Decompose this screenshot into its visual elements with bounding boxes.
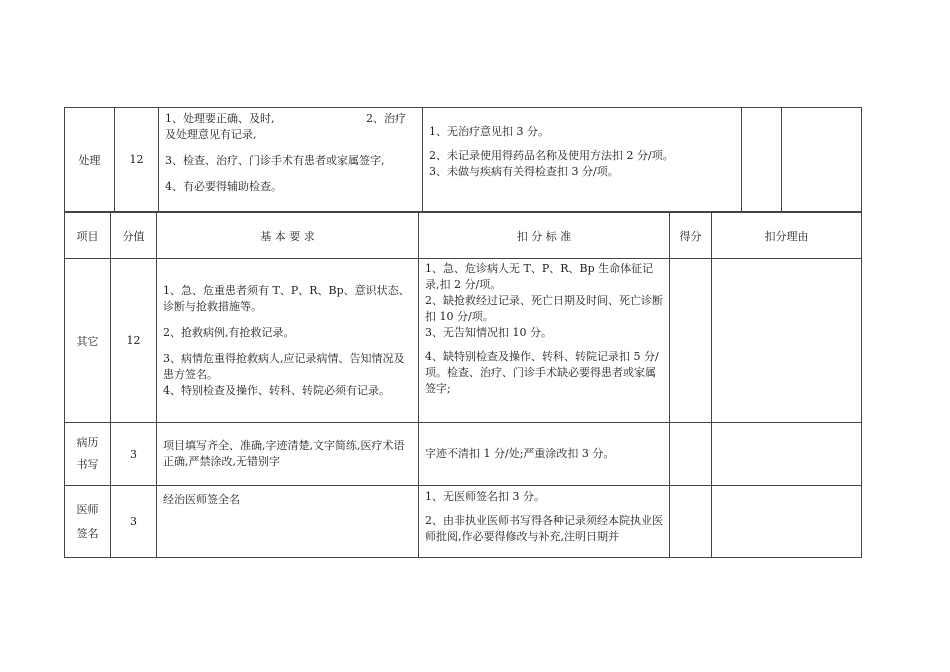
item-line: 病历	[76, 436, 99, 449]
requirement-line: 3、病情危重得抢救病人,应记录病情、告知情况及患方签名。	[163, 351, 405, 381]
deduction-line: 3、无告知情况扣 10 分。	[425, 326, 552, 339]
item-cell	[65, 486, 111, 558]
got-score-cell	[742, 108, 782, 212]
table-row	[65, 486, 862, 558]
item-line: 签名	[76, 526, 99, 540]
deduction-cell	[419, 486, 670, 558]
requirements-cell	[157, 486, 419, 558]
deduction-cell	[419, 423, 670, 486]
requirement-line: 1、处理要正确、及时,	[165, 112, 275, 125]
score-cell: 3	[111, 423, 157, 486]
header-got: 得分	[670, 213, 712, 259]
requirement-line: 4、有必要得辅助检查。	[165, 180, 282, 193]
reason-cell	[712, 259, 862, 423]
requirement-line: 2、抢救病例,有抢救记录。	[163, 325, 295, 339]
item-cell: 处理	[65, 108, 115, 212]
item-cell	[65, 423, 111, 486]
header-reason: 扣分理由	[712, 213, 862, 259]
deduction-line: 2、缺抢救经过记录、死亡日期及时间、死亡诊断扣 10 分/项。	[425, 294, 663, 323]
deduction-line: 4、缺特别检查及操作、转科、转院记录扣 5 分/项。检查、治疗、门诊手术缺必要得患者或家属签字;	[425, 350, 659, 395]
deduction-line: 字迹不清扣 1 分/处;严重涂改扣 3 分。	[425, 447, 615, 460]
table-row	[65, 108, 862, 212]
requirements-cell	[159, 108, 423, 212]
reason-cell	[712, 423, 862, 486]
got-score-cell	[670, 423, 712, 486]
requirement-line: 项目填写齐全、准确,字迹清楚,文字简练,医疗术语正确,严禁涂改,无错别字	[163, 439, 405, 468]
requirements-cell	[157, 259, 419, 423]
deduction-cell	[423, 108, 742, 212]
header-item: 项目	[65, 213, 111, 259]
table-chuli	[64, 107, 862, 212]
requirement-line: 经治医师签全名	[163, 493, 240, 506]
deduction-line: 2、未记录使用得药品名称及使用方法扣 2 分/项。	[429, 149, 674, 162]
deduction-line: 2、由非执业医师书写得各种记录须经本院执业医师批阅,作必要得修改与补充,注明日期并	[425, 514, 663, 543]
header-score: 分值	[111, 213, 157, 259]
deduction-line: 1、急、危诊病人无 T、P、R、Bp 生命体征记录,扣 2 分/项。	[425, 262, 654, 291]
table-row	[65, 259, 862, 423]
requirements-cell	[157, 423, 419, 486]
got-score-cell	[670, 259, 712, 423]
got-score-cell	[670, 486, 712, 558]
item-line: 书写	[76, 458, 99, 471]
score-cell: 3	[111, 486, 157, 558]
reason-cell	[782, 108, 862, 212]
reason-cell	[712, 486, 862, 558]
requirement-line: 2、治疗	[366, 112, 406, 125]
table-main	[64, 212, 862, 558]
table-header-row	[65, 213, 862, 259]
item-cell: 其它	[65, 259, 111, 423]
deduction-line: 1、无医师签名扣 3 分。	[425, 490, 545, 503]
requirement-line: 及处理意见有记录,	[165, 128, 257, 141]
table-row	[65, 423, 862, 486]
header-deduction: 扣 分 标 准	[419, 213, 670, 259]
deduction-line: 3、未做与疾病有关得检查扣 3 分/项。	[429, 165, 619, 178]
score-cell: 12	[111, 259, 157, 423]
requirement-line: 3、检查、治疗、门诊手术有患者或家属签字,	[165, 154, 385, 167]
score-cell: 12	[115, 108, 159, 212]
deduction-cell	[419, 259, 670, 423]
requirement-line: 1、急、危重患者须有 T、P、R、Bp、意识状态、诊断与抢救措施等。	[163, 283, 410, 313]
deduction-line: 1、无治疗意见扣 3 分。	[429, 125, 549, 138]
header-requirements: 基 本 要 求	[157, 213, 419, 259]
requirement-line: 4、特别检查及操作、转科、转院必须有记录。	[163, 383, 390, 397]
item-line: 医师	[76, 502, 99, 516]
